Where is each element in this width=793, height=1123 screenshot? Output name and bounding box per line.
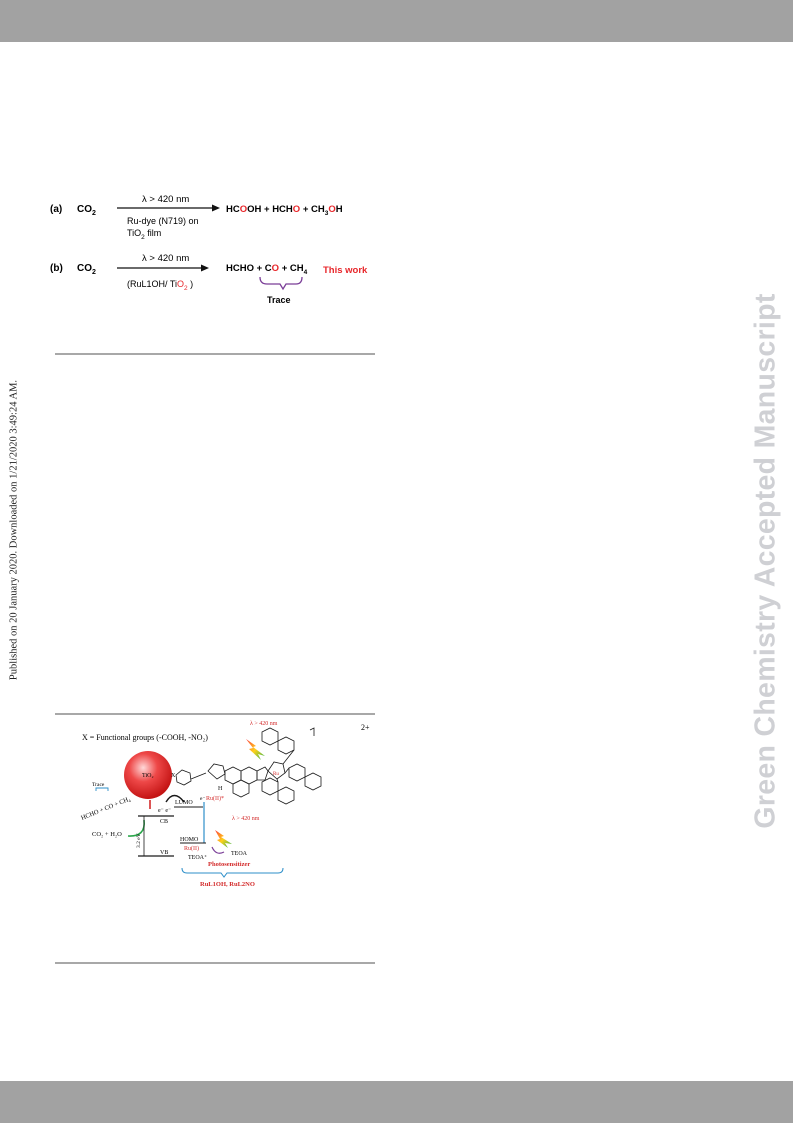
- ru-ground-label: Ru(II): [184, 846, 199, 852]
- teoa-oxidized-label: TEOA⁺: [188, 855, 208, 861]
- light-label-2: λ > 420 nm: [232, 816, 260, 822]
- trace-bracket: [260, 277, 302, 289]
- vb-label: VB: [160, 850, 169, 856]
- row-b-reactant: $CO_2$: [77, 263, 96, 276]
- row-a-products: HCOOH + HCHO + $CH_3OH$: [226, 204, 343, 217]
- electrons-label: e⁻ e⁻: [158, 808, 172, 814]
- row-b-products: HCHO + CO + $CH_4$: [226, 263, 308, 276]
- teoa-label: TEOA: [231, 851, 247, 857]
- reaction-scheme: [50, 185, 380, 305]
- watermark-text: Green Chemistry Accepted Manuscript: [749, 293, 782, 829]
- trace-bracket-small: [96, 788, 108, 791]
- mechanism-scheme: [78, 716, 378, 891]
- nh-label: H: [218, 786, 223, 792]
- band-gap-label: 3.2 eV: [136, 833, 142, 848]
- bottom-gray-band: [0, 1081, 793, 1123]
- homo-label: HOMO: [180, 837, 199, 843]
- reactants-label: CO₂ + H₂O: [92, 831, 122, 838]
- light-bolt-1: [246, 739, 265, 760]
- x-anchor-label: X: [171, 773, 176, 779]
- tio2-label: TiO₂: [142, 773, 154, 779]
- row-b-arrow-head: [201, 265, 209, 272]
- photosensitizer-bracket: [182, 868, 283, 877]
- photosensitizer-label: Photosensitizer: [208, 861, 251, 868]
- row-b-label: (b): [50, 263, 63, 274]
- light-label-1: λ > 420 nm: [250, 721, 278, 727]
- top-gray-band: [0, 0, 793, 42]
- complex-charge: 2+: [361, 723, 370, 732]
- row-a-condition-below-1: Ru-dye (N719) on: [127, 216, 199, 226]
- divider-2: [55, 713, 375, 715]
- lumo-label: LUMO: [175, 800, 193, 806]
- row-b-condition-below: (RuL1OH/ TiO$_2$ ): [127, 279, 194, 292]
- cb-label: CB: [160, 819, 169, 825]
- ru-excited-label: Ru(II)*: [206, 796, 224, 802]
- row-a-label: (a): [50, 204, 63, 215]
- electron-label: e⁻: [200, 796, 206, 802]
- row-a-condition-below-2: TiO$_2$ film: [127, 228, 162, 241]
- row-a-condition-above: λ > 420 nm: [142, 194, 190, 205]
- row-a-arrow-head: [212, 205, 220, 212]
- products-label: HCHO + CO + CH₄: [80, 795, 132, 822]
- row-a-reactant: $CO_2$: [77, 204, 96, 217]
- this-work-note: This work: [323, 265, 368, 276]
- functional-groups-note: X = Functional groups (-COOH, -NO₂): [82, 733, 208, 742]
- trace-label: Trace: [267, 295, 291, 305]
- light-bolt-2: [215, 830, 232, 848]
- publication-stamp-text: Published on 20 January 2020. Downloaded on 1/21/2020 3:49:24 AM.: [8, 379, 20, 681]
- trace-small-label: Trace: [92, 782, 105, 788]
- divider-3: [55, 962, 375, 964]
- ru-center-label: Ru: [273, 772, 279, 777]
- divider-1: [55, 353, 375, 355]
- teoa-arrow: [212, 847, 224, 853]
- dyes-label: RuL1OH, RuL2NO: [200, 881, 255, 888]
- row-b-condition-above: λ > 420 nm: [142, 253, 190, 264]
